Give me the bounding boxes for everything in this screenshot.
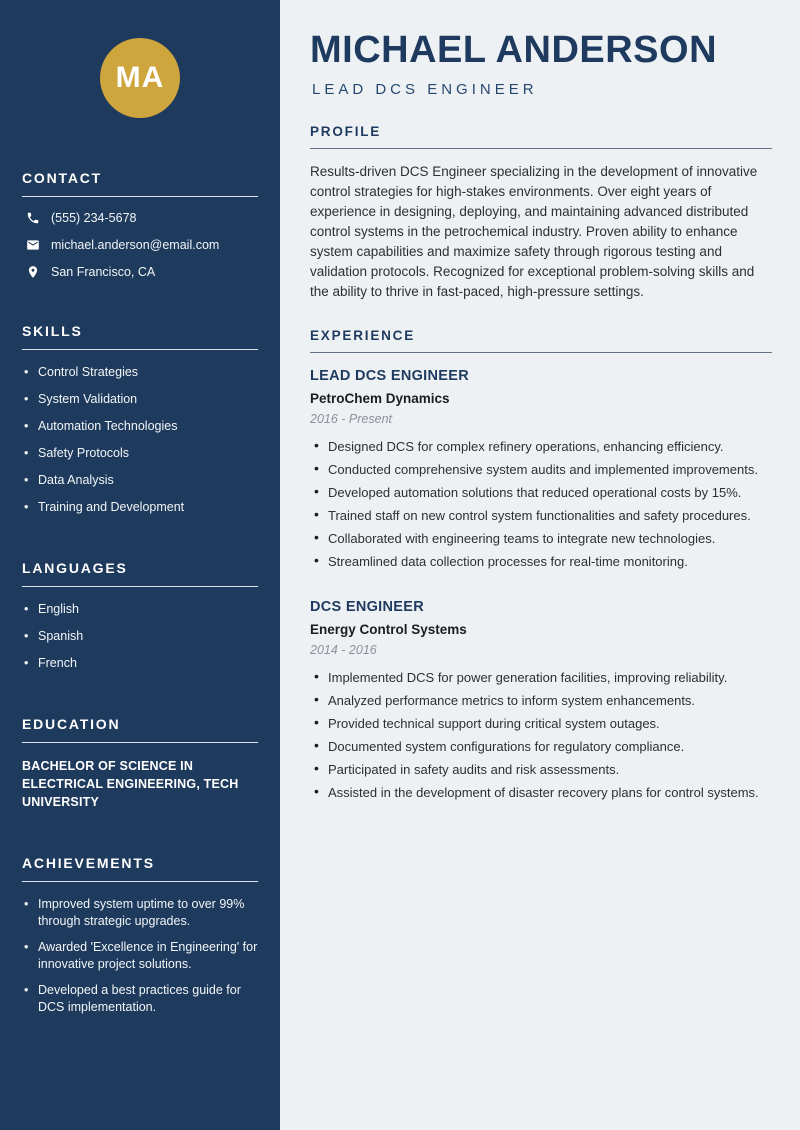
skill-item: • Data Analysis (22, 472, 258, 489)
job-company: PetroChem Dynamics (310, 390, 450, 406)
experience-job (310, 599, 772, 800)
phone-icon (26, 211, 40, 225)
language-item: • English (22, 601, 258, 618)
contact-location-text: San Francisco, CA (51, 265, 156, 279)
main-content (280, 0, 800, 1130)
language-item: • Spanish (22, 628, 258, 645)
profile-section-title: PROFILE (310, 124, 772, 149)
job-role: DCS ENGINEER (310, 598, 424, 615)
achievement-item: • Developed a best practices guide for DCS implementation. (22, 982, 258, 1016)
job-bullet: • Designed DCS for complex refinery operations, enhancing efficiency. (310, 439, 772, 454)
skills-section-title: SKILLS (22, 323, 258, 350)
job-bullets (310, 670, 772, 800)
contact-item-phone (26, 211, 258, 225)
candidate-job-title: LEAD DCS ENGINEER (312, 80, 538, 98)
job-bullet: • Developed automation solutions that reduced operational costs by 15%. (310, 485, 772, 500)
contact-item-email (26, 238, 258, 252)
job-bullet: • Analyzed performance metrics to inform system enhancements. (310, 693, 772, 708)
candidate-name: MICHAEL ANDERSON (310, 29, 718, 71)
languages-list (22, 601, 258, 672)
education-degree: BACHELOR OF SCIENCE IN ELECTRICAL ENGINEERING, TECH UNIVERSITY (22, 759, 239, 809)
experience-job (310, 368, 772, 569)
achievements-section-title: ACHIEVEMENTS (22, 855, 258, 882)
avatar-initials: MA (115, 61, 165, 94)
job-bullet: • Implemented DCS for power generation facilities, improving reliability. (310, 670, 772, 685)
education-section (22, 716, 258, 811)
contact-list (22, 211, 258, 279)
job-bullets (310, 439, 772, 569)
achievement-item: • Awarded 'Excellence in Engineering' for innovative project solutions. (22, 939, 258, 973)
contact-section (22, 170, 258, 279)
job-dates: 2016 - Present (310, 411, 392, 426)
skill-item: • Automation Technologies (22, 418, 258, 435)
contact-phone-text: (555) 234-5678 (51, 211, 137, 225)
job-bullet: • Collaborated with engineering teams to integrate new technologies. (310, 531, 772, 546)
education-section-title: EDUCATION (22, 716, 258, 743)
location-icon (26, 265, 40, 279)
experience-section-title: EXPERIENCE (310, 328, 772, 353)
achievements-list (22, 896, 258, 1016)
job-role: LEAD DCS ENGINEER (310, 367, 469, 384)
achievements-section (22, 855, 258, 1016)
job-dates: 2014 - 2016 (310, 642, 377, 657)
language-item: • French (22, 655, 258, 672)
languages-section-title: LANGUAGES (22, 560, 258, 587)
job-bullet: • Documented system configurations for regulatory compliance. (310, 739, 772, 754)
job-bullet: • Provided technical support during critical system outages. (310, 716, 772, 731)
profile-text: Results-driven DCS Engineer specializing in the development of innovative control strategies for high-stakes environments. Over eight years of experience in designing, deploying, and maintaining advanced distributed control systems in the petrochemical industry. Proven ability to enhance system capabilities and maximize safety through rigorous testing and validation protocols. Recognized for exceptional problem-solving skills and the ability to thrive in fast-paced, high-pressure settings. (310, 163, 758, 299)
skill-item: • Control Strategies (22, 364, 258, 381)
job-company: Energy Control Systems (310, 621, 467, 637)
skills-list (22, 364, 258, 516)
languages-section (22, 560, 258, 672)
email-icon (26, 238, 40, 252)
job-bullet: • Trained staff on new control system functionalities and safety procedures. (310, 508, 772, 523)
job-bullet: • Streamlined data collection processes for real-time monitoring. (310, 554, 772, 569)
skill-item: • System Validation (22, 391, 258, 408)
job-bullet: • Conducted comprehensive system audits and implemented improvements. (310, 462, 772, 477)
skill-item: • Safety Protocols (22, 445, 258, 462)
experience-section (310, 328, 772, 800)
contact-email-text: michael.anderson@email.com (51, 238, 220, 252)
achievement-item: • Improved system uptime to over 99% through strategic upgrades. (22, 896, 258, 930)
profile-section (310, 124, 772, 302)
job-bullet: • Assisted in the development of disaster recovery plans for control systems. (310, 785, 772, 800)
job-bullet: • Participated in safety audits and risk assessments. (310, 762, 772, 777)
contact-section-title: CONTACT (22, 170, 258, 197)
contact-item-location (26, 265, 258, 279)
sidebar (0, 0, 280, 1130)
skill-item: • Training and Development (22, 499, 258, 516)
skills-section (22, 323, 258, 516)
avatar (100, 38, 180, 118)
